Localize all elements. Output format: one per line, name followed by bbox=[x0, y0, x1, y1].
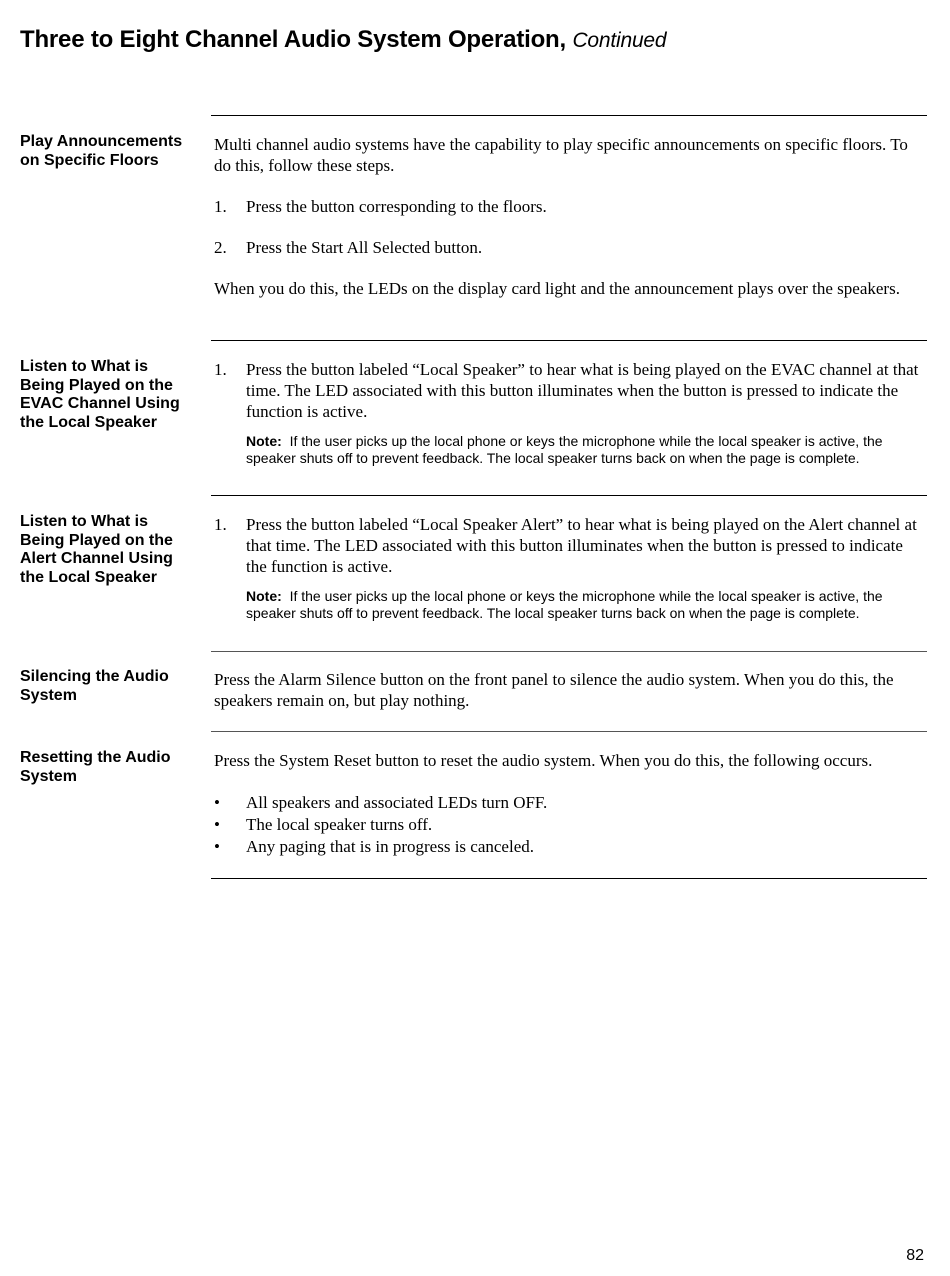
bullet-text: Any paging that is in progress is canceled. bbox=[246, 837, 534, 856]
section-divider bbox=[211, 115, 927, 116]
section-outro: When you do this, the LEDs on the display card light and the announcement plays over the speakers. bbox=[214, 279, 900, 298]
section-divider bbox=[211, 878, 927, 879]
step-item bbox=[214, 196, 926, 217]
section-body-evac-local-speaker bbox=[214, 359, 926, 467]
section-body-resetting bbox=[214, 750, 926, 858]
step-item bbox=[214, 359, 926, 422]
section-intro: Press the Alarm Silence button on the front panel to silence the audio system. When you do this, the speakers remain on, but play nothing. bbox=[214, 670, 894, 710]
note-label: Note: bbox=[246, 433, 282, 449]
bullet-icon: • bbox=[214, 815, 220, 834]
note-label: Note: bbox=[246, 588, 282, 604]
step-number: 1. bbox=[214, 360, 227, 379]
section-heading-evac-local-speaker: Listen to What is Being Played on the EVAC Channel Using the Local Speaker bbox=[20, 358, 180, 431]
step-number: 2. bbox=[214, 238, 227, 257]
section-divider bbox=[211, 340, 927, 341]
section-body-alert-local-speaker bbox=[214, 514, 926, 622]
step-text: Press the button labeled “Local Speaker Alert” to hear what is being played on the Alert channel at that time. The LED associated with this button illuminates when the button is pressed to indicate the function is active. bbox=[246, 515, 917, 576]
section-divider bbox=[211, 651, 927, 652]
section-body-specific-floors bbox=[214, 134, 926, 299]
section-heading-silencing: Silencing the Audio System bbox=[20, 668, 169, 704]
step-number: 1. bbox=[214, 197, 227, 216]
page-title bbox=[20, 26, 666, 54]
section-divider bbox=[211, 495, 927, 496]
step-item bbox=[214, 237, 926, 258]
bullet-item bbox=[214, 792, 926, 814]
section-body-silencing bbox=[214, 669, 926, 711]
bullet-item bbox=[214, 814, 926, 836]
page-number: 82 bbox=[906, 1247, 924, 1264]
bullet-item bbox=[214, 836, 926, 858]
section-heading-resetting: Resetting the Audio System bbox=[20, 749, 171, 785]
bullet-text: All speakers and associated LEDs turn OFF. bbox=[246, 793, 548, 812]
bullet-icon: • bbox=[214, 793, 220, 812]
note-text: If the user picks up the local phone or keys the microphone while the local speaker is active, the speaker shuts off to prevent feedback. The local speaker turns back on when the page is complete. bbox=[246, 588, 883, 621]
bullet-text: The local speaker turns off. bbox=[246, 815, 433, 834]
section-heading-specific-floors: Play Announcements on Specific Floors bbox=[20, 133, 183, 169]
step-item bbox=[214, 514, 926, 577]
section-intro: Press the System Reset button to reset the audio system. When you do this, the following occurs. bbox=[214, 751, 873, 770]
bullet-icon: • bbox=[214, 837, 220, 856]
note-text: If the user picks up the local phone or keys the microphone while the local speaker is active, the speaker shuts off to prevent feedback. The local speaker turns back on when the page is complete. bbox=[246, 433, 883, 466]
section-intro: Multi channel audio systems have the capability to play specific announcements on specific floors. To do this, follow these steps. bbox=[214, 135, 908, 175]
page-title-main: Three to Eight Channel Audio System Operation, bbox=[20, 26, 566, 53]
step-text: Press the Start All Selected button. bbox=[246, 238, 483, 257]
step-text: Press the button corresponding to the floors. bbox=[246, 197, 547, 216]
note bbox=[214, 588, 926, 622]
section-heading-alert-local-speaker: Listen to What is Being Played on the Alert Channel Using the Local Speaker bbox=[20, 513, 173, 586]
section-divider bbox=[211, 731, 927, 732]
step-text: Press the button labeled “Local Speaker” to hear what is being played on the EVAC channel at that time. The LED associated with this button illuminates when the button is pressed to indicate the function is active. bbox=[246, 360, 919, 421]
step-number: 1. bbox=[214, 515, 227, 534]
note bbox=[214, 433, 926, 467]
page-title-continued: Continued bbox=[572, 29, 667, 52]
